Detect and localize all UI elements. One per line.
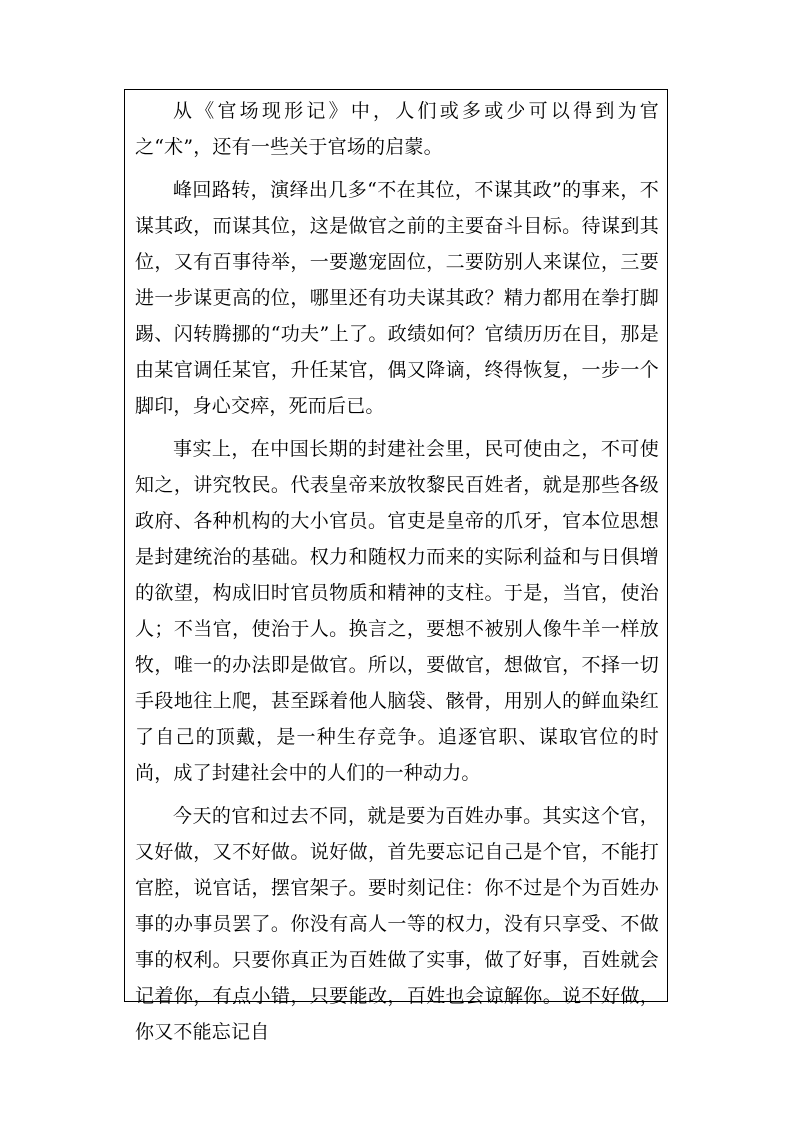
paragraph-1: 从《官场现形记》中，人们或多或少可以得到为官之“术”，还有一些关于官场的启蒙。 [135, 100, 659, 158]
paragraph-3: 事实上，在中国长期的封建社会里，民可使由之，不可使知之，讲究牧民。代表皇帝来放牧黎民百姓者，就是那些各级政府、各种机构的大小官员。官吏是皇帝的爪牙，官本位思想是封建统治的基础。权力和随权力而来的实际利益和与日俱增的欲望，构成旧时官员物质和精神的支柱。于是，当官，使治人；不当官，使治于人。换言之，要想不被别人像牛羊一样放牧，唯一的办法即是做官。所以，要做官，想做官，不择一切手段地往上爬，甚至踩着他人脑袋、骸骨，用别人的鲜血染红了自己的顶戴，是一种生存竞争。追逐官职、谋取官位的时尚，成了封建社会中的人们的一种动力。 [135, 438, 659, 784]
paragraph-2: 峰回路转，演绎出几多“不在其位，不谋其政”的事来，不谋其政，而谋其位，这是做官之前的主要奋斗目标。待谋到其位，又有百事待举，一要邀宠固位，二要防别人来谋位，三要进一步谋更高的位，哪里还有功夫谋其政？精力都用在拳打脚踢、闪转腾挪的“功夫”上了。政绩如何？官绩历历在目，那是由某官调任某官，升任某官，偶又降谪，终得恢复，一步一个脚印，身心交瘁，死而后已。 [135, 179, 659, 417]
paragraph-4: 今天的官和过去不同，就是要为百姓办事。其实这个官，又好做，又不好做。说好做，首先要忘记自己是个官，不能打官腔，说官话，摆官架子。要时刻记住：你不过是个为百姓办事的办事员罢了。你没有高人一等的权力，没有只享受、不做事的权利。只要你真正为百姓做了实事，做了好事，百姓就会记着你，有点小错，只要能改，百姓也会谅解你。说不好做，你又不能忘记自 [135, 805, 659, 1043]
text-box [124, 89, 668, 1043]
article-body [135, 90, 659, 1057]
